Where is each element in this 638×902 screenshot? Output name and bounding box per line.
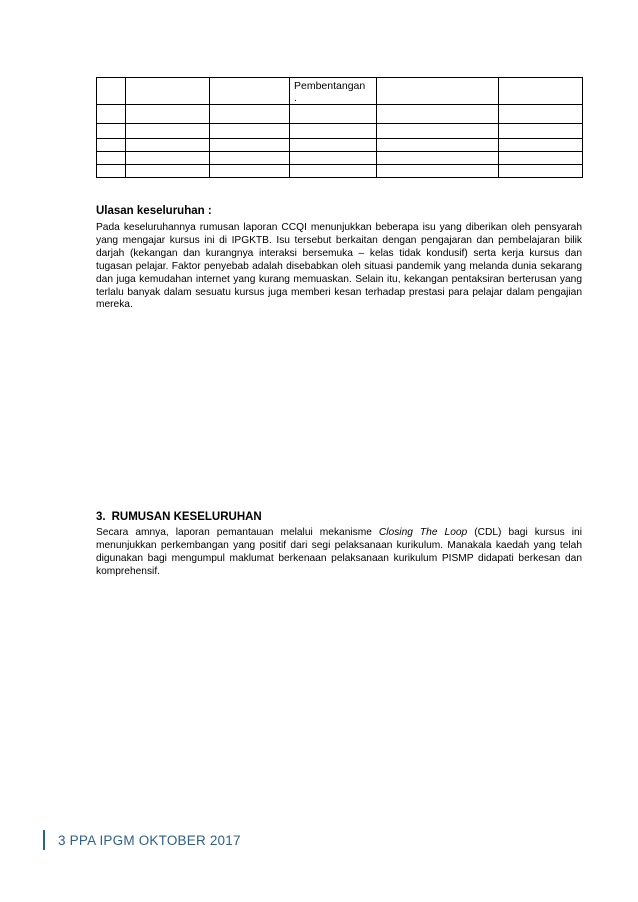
page-footer: 3 PPA IPGM OKTOBER 2017	[58, 833, 241, 848]
table-cell	[210, 105, 290, 124]
table-cell	[97, 105, 126, 124]
table-cell	[377, 78, 499, 105]
table-cell	[499, 165, 583, 178]
footer-accent-bar	[43, 830, 45, 850]
table-cell	[290, 105, 377, 124]
table-cell	[210, 139, 290, 152]
table-cell	[126, 152, 210, 165]
table-cell	[126, 124, 210, 139]
table-cell	[499, 78, 583, 105]
table-cell	[210, 165, 290, 178]
table-cell	[499, 139, 583, 152]
table-cell-text	[210, 78, 289, 80]
table-row	[97, 124, 583, 139]
summary-heading-text: RUMUSAN KESELURUHAN	[111, 511, 262, 523]
table-cell	[377, 105, 499, 124]
review-heading: Ulasan keseluruhan :	[96, 205, 212, 217]
table-row	[97, 78, 583, 105]
table-row	[97, 152, 583, 165]
table-cell	[290, 78, 377, 105]
table-cell	[377, 165, 499, 178]
table-cell	[210, 78, 290, 105]
table-cell	[126, 78, 210, 105]
table-row	[97, 105, 583, 124]
table-cell-text	[97, 78, 125, 80]
table-cell	[126, 139, 210, 152]
table-cell	[210, 124, 290, 139]
table-cell-text	[499, 78, 582, 80]
table-cell	[210, 152, 290, 165]
table-cell-pembentangan: Pembentangan .	[294, 80, 366, 104]
table-row	[97, 165, 583, 178]
assessment-table	[96, 77, 583, 178]
table-cell	[377, 124, 499, 139]
summary-paragraph	[96, 527, 582, 579]
summary-text-start: Secara amnya, laporan pemantauan melalui mekanisme	[96, 527, 379, 538]
table-cell	[290, 165, 377, 178]
table-row	[97, 139, 583, 152]
table-cell	[499, 105, 583, 124]
table-cell	[97, 139, 126, 152]
summary-section-number: 3.	[96, 511, 106, 523]
table-cell	[97, 152, 126, 165]
summary-text-italic: Closing The Loop	[378, 527, 468, 538]
table-cell	[126, 165, 210, 178]
table-cell	[97, 78, 126, 105]
review-paragraph: Pada keseluruhannya rumusan laporan CCQI menunjukkan beberapa isu yang diberikan oleh pensyarah yang mengajar kursus ini di IPGKTB. Isu tersebut berkaitan dengan pengajaran dan pembelajaran bilik darjah (kekangan dan kurangnya interaksi bersemuka – kelas tidak kondusif) serta kerja kursus dan tugasan pelajar. Faktor penyebab adalah disebabkan oleh situasi pandemik yang melanda dunia sekarang dan juga kemudahan internet yang kurang memuaskan. Selain itu, kekangan pentaksiran berterusan yang terlalu banyak dalam sesuatu kursus juga memberi kesan terhadap prestasi para pelajar dalam pengajian mereka.	[96, 222, 582, 311]
summary-text-end: (CDL) bagi kursus ini menunjukkan perkembangan yang positif dari segi pelaksanaan kurikulum. Manakala kaedah yang telah digunakan bagi mengumpul maklumat berkenaan pelaksanaan kurikulum PISMP didapati berkesan dan komprehensif.	[96, 527, 582, 577]
table-cell-text	[126, 78, 209, 80]
table-cell	[126, 105, 210, 124]
table-cell	[290, 124, 377, 139]
table-cell	[377, 152, 499, 165]
table-cell	[377, 139, 499, 152]
table-cell-text	[377, 78, 498, 80]
table-cell	[290, 139, 377, 152]
table-cell	[499, 152, 583, 165]
table-cell	[97, 165, 126, 178]
summary-heading	[96, 510, 262, 524]
table-cell	[97, 124, 126, 139]
table-cell	[499, 124, 583, 139]
table-cell	[290, 152, 377, 165]
